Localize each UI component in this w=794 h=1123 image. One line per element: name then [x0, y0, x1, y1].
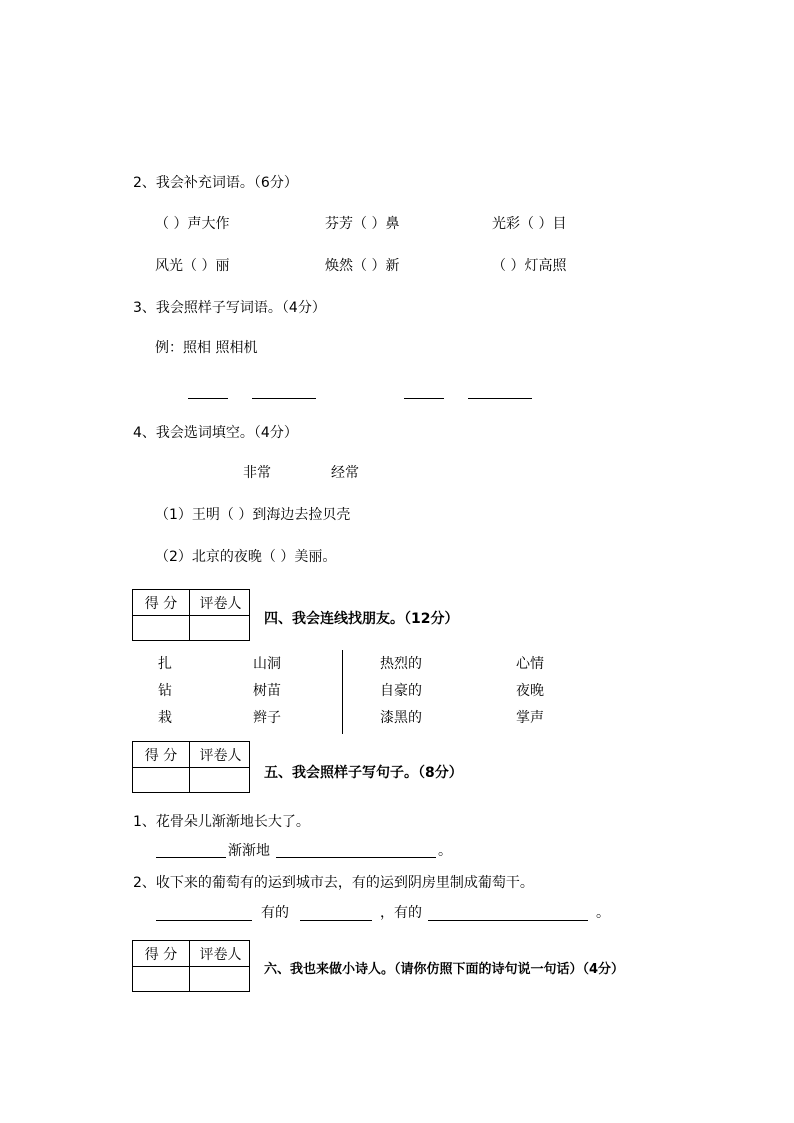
q2-item-3: 光彩（ ）目: [492, 216, 567, 232]
match-adj-3[interactable]: 漆黑的: [380, 710, 422, 726]
q2-item-4: 风光（ ）丽: [155, 258, 230, 274]
q2-item-1: （ ）声大作: [155, 216, 230, 232]
q2-title: 2、我会补充词语。（6分）: [133, 175, 298, 191]
match-verb-1[interactable]: 扎: [158, 656, 172, 672]
match-verb-2[interactable]: 钻: [158, 683, 172, 699]
match-noun-1[interactable]: 山洞: [253, 656, 281, 672]
match-noun-2[interactable]: 树苗: [253, 683, 281, 699]
sec5-mid-word: 渐渐地: [228, 843, 270, 859]
sec4-title: 四、我会连线找朋友。（12分）: [264, 611, 459, 627]
match-noun-6[interactable]: 掌声: [516, 710, 544, 726]
q3-title: 3、我会照样子写词语。（4分）: [133, 300, 326, 316]
match-noun-3[interactable]: 辫子: [253, 710, 281, 726]
grader-label: 评卷人: [199, 947, 242, 963]
match-verb-3[interactable]: 栽: [158, 710, 172, 726]
q3-blank-1[interactable]: [188, 398, 228, 399]
score-label: 得 分: [144, 748, 178, 764]
sec5-sentence-1: 1、花骨朵儿渐渐地长大了。: [133, 814, 310, 830]
q3-blank-4[interactable]: [468, 398, 532, 399]
q2-item-6: （ ）灯高照: [492, 258, 567, 274]
match-noun-5[interactable]: 夜晚: [516, 683, 544, 699]
sec5-blank-5[interactable]: [428, 920, 588, 921]
sec5-blank-4[interactable]: [300, 920, 372, 921]
q4-title: 4、我会选词填空。（4分）: [133, 425, 298, 441]
q4-sentence-1: （1）王明（ ）到海边去捡贝壳: [155, 507, 351, 523]
match-noun-4[interactable]: 心情: [516, 656, 544, 672]
q4-sentence-2: （2）北京的夜晚（ ）美丽。: [155, 549, 337, 565]
sec6-title: 六、我也来做小诗人。（请你仿照下面的诗句说一句话）（4分）: [264, 962, 625, 977]
score-label: 得 分: [144, 947, 178, 963]
score-label: 得 分: [144, 596, 178, 612]
q3-blank-3[interactable]: [404, 398, 444, 399]
q2-item-2: 芬芳（ ）鼻: [325, 216, 400, 232]
grader-label: 评卷人: [199, 748, 242, 764]
sec5-blank-3[interactable]: [156, 920, 252, 921]
grader-label: 评卷人: [199, 596, 242, 612]
sec5-s1-end: 。: [438, 843, 452, 859]
score-box-4: [132, 589, 250, 641]
q3-blank-2[interactable]: [252, 398, 316, 399]
sec5-part-2: ，有的: [380, 905, 422, 921]
match-adj-2[interactable]: 自豪的: [380, 683, 422, 699]
sec5-blank-1[interactable]: [156, 857, 226, 858]
sec5-s2-end: 。: [596, 905, 610, 921]
score-box-6: [132, 940, 250, 992]
score-box-5: [132, 741, 250, 793]
q3-example: 例：照相 照相机: [155, 340, 258, 356]
sec5-sentence-2: 2、收下来的葡萄有的运到城市去，有的运到阴房里制成葡萄干。: [133, 875, 534, 891]
sec5-part-1: 有的: [261, 905, 289, 921]
sec5-blank-2[interactable]: [276, 857, 436, 858]
sec5-title: 五、我会照样子写句子。（8分）: [264, 765, 463, 781]
match-divider: [342, 650, 343, 734]
q2-item-5: 焕然（ ）新: [325, 258, 400, 274]
match-adj-1[interactable]: 热烈的: [380, 656, 422, 672]
q4-choice-1: 非常: [243, 465, 271, 481]
q4-choice-2: 经常: [331, 465, 359, 481]
